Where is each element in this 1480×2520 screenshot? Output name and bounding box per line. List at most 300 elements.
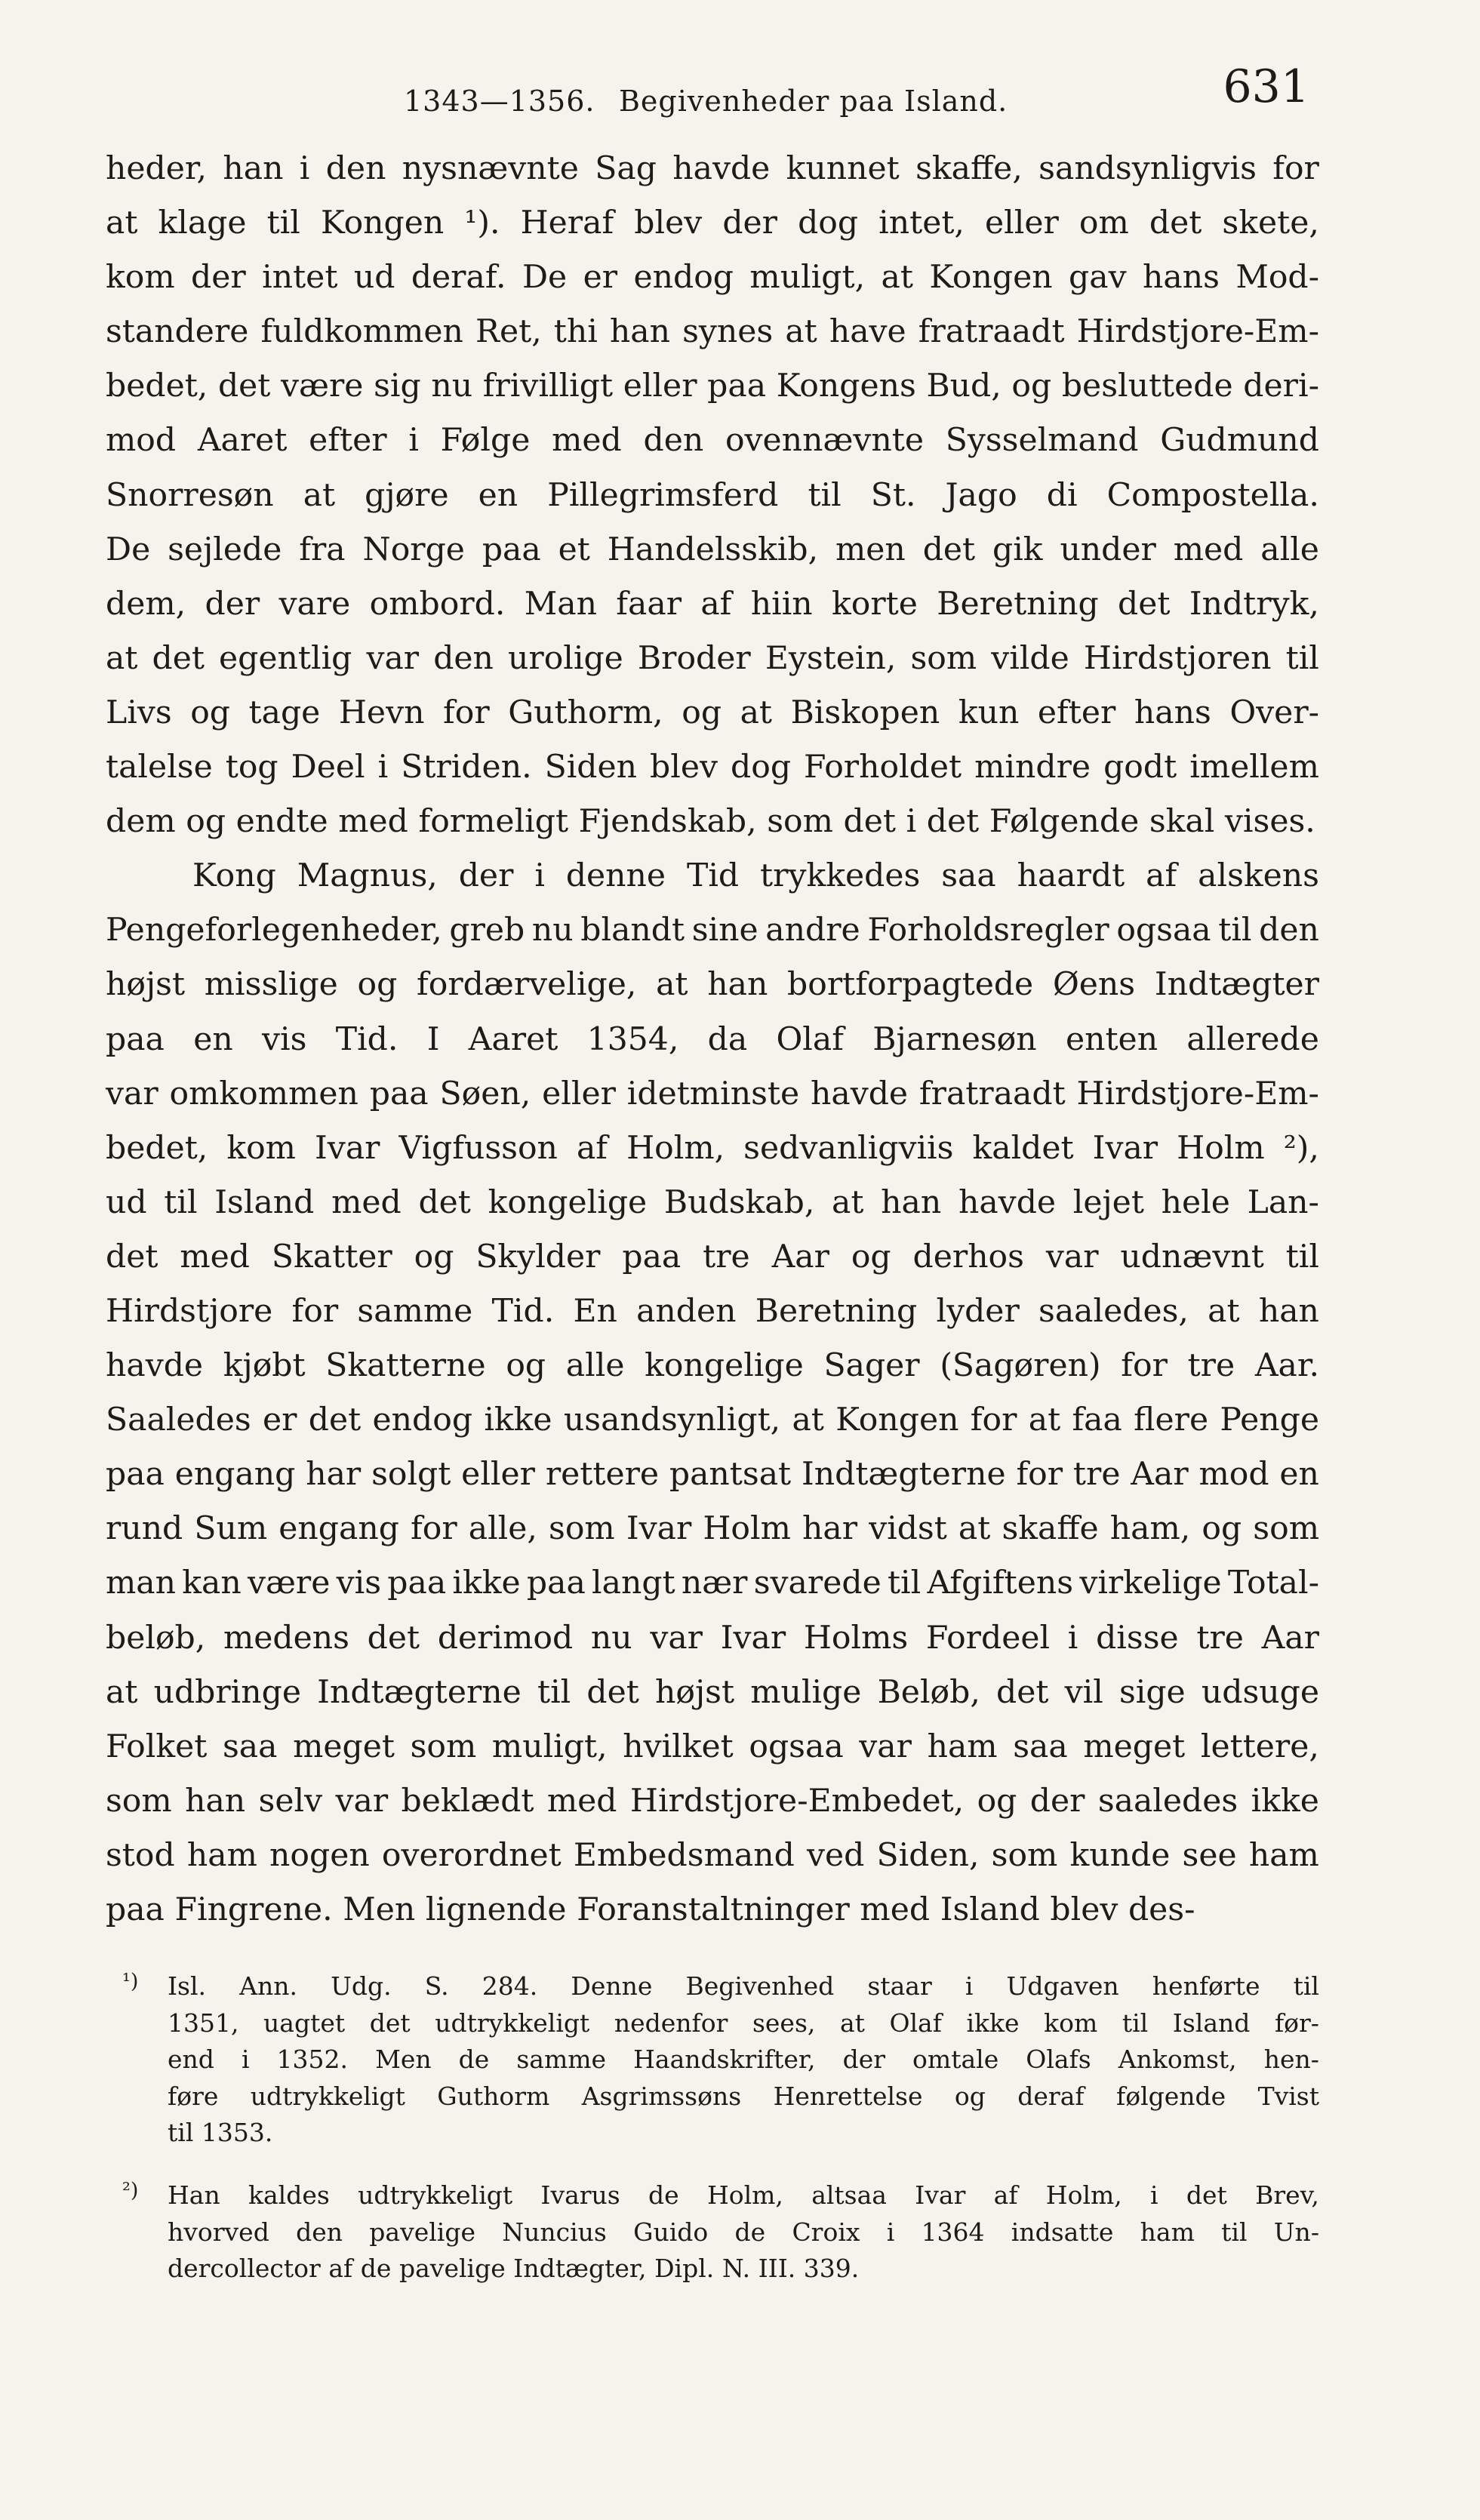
word: eller [542,1075,616,1112]
word: Folket [106,1728,208,1765]
word: ham [186,1836,257,1874]
word: Kongen [929,259,1053,297]
word: egentlig [219,639,352,677]
word: var [106,1075,158,1112]
body-line [106,142,1319,196]
word: det [367,1619,420,1657]
word: saaledes [1097,1782,1238,1820]
footnote-line [168,2177,1319,2214]
word: nysnævnte [402,150,579,187]
word: saa [941,857,996,895]
running-title: Begivenheder paa Island. [619,85,1008,118]
word: med [1173,531,1244,568]
word: Tid [686,857,740,895]
word: omtale [912,2045,999,2075]
word: N. [722,2254,751,2284]
footnotes [106,1968,1319,2288]
body-line [106,1339,1319,1393]
word: at [839,2008,865,2038]
word: fratraadt [918,313,1065,351]
word: at [792,1402,824,1439]
word: vare [278,585,351,623]
word: skaffe, [915,150,1023,187]
word: 1364 [921,2217,985,2247]
word: korte [832,585,918,623]
word: derimod [437,1619,574,1657]
word: som [549,1510,615,1548]
word: alskens [1198,857,1319,895]
word: for [1272,150,1319,187]
word: 1353. [201,2118,273,2148]
word: eller [985,205,1059,242]
word: Holm, [626,1129,725,1167]
word: den [325,150,386,187]
word: allerede [1186,1020,1319,1058]
footnote-mark: ¹) [122,1970,139,1993]
word: var [1045,1238,1099,1275]
word: beløb, [106,1619,206,1657]
word: Eystein, [765,639,897,677]
word: faa [1072,1402,1122,1439]
word: og [851,1238,891,1275]
word: vilde [991,639,1069,677]
word: ogsaa [1116,912,1211,949]
word: tog [225,749,278,786]
word: 339. [803,2254,860,2284]
word: kongelige [645,1347,804,1385]
word: deraf. [411,259,506,297]
word: Holm [1177,1129,1265,1167]
word: Aar [1261,1619,1319,1657]
word: med [338,803,408,841]
word: Beretning [755,1292,918,1330]
word: det [1118,585,1171,623]
word: udtrykkeligt [250,2081,405,2111]
word: der [458,857,514,895]
word: Jago [945,476,1017,514]
word: Ret, [475,313,542,351]
word: Indtægter, [513,2254,647,2284]
word: at [1028,1402,1061,1439]
word: Kong [192,857,276,895]
word: Kongen [835,1402,959,1439]
footnote [106,1968,1319,2152]
word: Croix [792,2217,860,2247]
word: at [740,694,773,731]
word: Men [343,1891,416,1928]
word: sedvanligviis [743,1129,954,1167]
word: skaffe [1002,1510,1099,1548]
word: ham [1140,2217,1195,2247]
word: at [785,313,817,351]
word: formeligt [418,803,569,841]
body-line [106,1774,1319,1829]
word: for [1016,1456,1063,1494]
word: Ann. [239,1971,297,2001]
word: det [217,368,271,405]
word: Penge [1220,1402,1319,1439]
body-line [106,740,1319,795]
word: man [106,1565,177,1602]
word: de [734,2217,766,2247]
word: kun [958,694,1020,731]
word: Asgrimssøns [581,2081,742,2111]
word: kunde [1069,1836,1171,1874]
word: Aaret [468,1020,558,1058]
word: der [722,205,777,242]
word: med [860,1891,931,1928]
word: standere [106,313,249,351]
word: see [1182,1836,1237,1874]
word: være [281,368,364,405]
word: som [910,639,977,677]
word: endog [633,259,734,297]
word: Saaledes [106,1402,251,1439]
word: 1351, [168,2008,239,2038]
word: efter [309,422,387,460]
body-line [106,1611,1319,1666]
word: han [881,1183,942,1221]
word: lejet [1072,1183,1144,1221]
word: ovennævnte [725,422,925,460]
word: som [1253,1510,1319,1548]
word: bedet, [106,368,208,405]
word: kom [106,259,175,297]
word: henførte [1152,1971,1260,2001]
word: (Sagøren) [940,1347,1101,1385]
word: hans [1143,259,1220,297]
word: end [168,2045,214,2075]
word: gjøre [365,476,449,514]
word: har [306,1456,362,1494]
word: til [808,476,842,514]
word: er [583,259,618,297]
word: vil [1064,1673,1103,1711]
word: den [1259,912,1319,949]
word: at [656,966,688,1004]
word: for [291,1292,339,1330]
word: synes [682,313,774,351]
word: ud [353,259,395,297]
word: Holms [803,1619,909,1657]
word: af [1146,857,1177,895]
word: Fingrene. [174,1891,333,1928]
word: denne [565,857,666,895]
word: bedet, [106,1129,208,1167]
word: og [190,694,230,731]
word: ham [927,1728,998,1765]
word: Beretning [937,585,1099,623]
word: Følge [440,422,531,460]
word: Ivar [915,2180,966,2210]
word: Norge [362,531,465,568]
word: det [106,1238,158,1275]
word: i [1067,1619,1078,1657]
word: der [1029,1782,1085,1820]
word: Vigfusson [398,1129,558,1167]
word: Fordeel [925,1619,1051,1657]
word: han [185,1782,246,1820]
word: det [308,1402,362,1439]
word: efter [1037,694,1116,731]
word: beklædt [401,1782,534,1820]
word: alle [1260,531,1319,568]
word: ikke [1251,1782,1319,1820]
body-line [106,1067,1319,1122]
page-number: 631 [1223,60,1309,113]
word: Tid. [491,1292,555,1330]
word: en [1279,1456,1319,1494]
word: skal [1149,803,1215,841]
word: nu [590,1619,632,1657]
word: det [926,803,980,841]
word: at [832,1183,864,1221]
word: sandsynligvis [1038,150,1257,187]
body-line [106,632,1319,686]
word: til [164,1183,198,1221]
running-header [106,54,1381,130]
word: den [296,2217,343,2247]
word: Siden, [876,1836,980,1874]
word: lettere, [1200,1728,1319,1765]
body-line [106,359,1319,414]
word: men [835,531,906,568]
word: Kongens [776,368,916,405]
word: samme [357,1292,473,1330]
word: deraf [1017,2081,1085,2111]
word: haardt [1017,857,1125,895]
word: havde [810,1075,909,1112]
word: Indtægter [1154,966,1319,1004]
word: det [922,531,976,568]
word: Sag [595,150,657,187]
word: Indtægterne [801,1456,1006,1494]
word: fra [299,531,346,568]
word: saa [222,1728,278,1765]
word: det [1186,2180,1227,2210]
body-line [106,1393,1319,1448]
word: de [360,2254,392,2284]
word: Tid. [335,1020,398,1058]
word: Deel [291,749,365,786]
word: Guthorm, [508,694,663,731]
section-range: 1343—1356. [404,85,595,118]
word: dem, [106,585,186,623]
word: Olafs [1026,2045,1091,2075]
word: 1354, [586,1020,679,1058]
word: Fjendskab, [578,803,757,841]
word: den [643,422,704,460]
word: til [1221,2217,1248,2247]
word: han [1258,1292,1319,1330]
word: føre [168,2081,219,2111]
word: Øens [1052,966,1136,1004]
word: mod [106,422,177,460]
word: før- [1274,2008,1319,2038]
word: Afgiftens [927,1565,1074,1602]
word: besluttede [1061,368,1233,405]
word: heder, [106,150,208,187]
word: en [478,476,518,514]
body-line [106,903,1319,958]
word: disse [1096,1619,1179,1657]
word: bortforpagtede [787,966,1034,1004]
word: engang [174,1456,296,1494]
footnote [106,2177,1319,2288]
word: kunnet [786,150,900,187]
word: paa [369,1075,429,1112]
word: anden [636,1292,737,1330]
word: hiin [750,585,813,623]
word: nogen [269,1836,370,1874]
word: frivilligt [482,368,614,405]
word: Brev, [1255,2180,1319,2210]
word: hvilket [623,1728,734,1765]
word: Island [940,1891,1040,1928]
word: paa [106,1020,165,1058]
body-line [106,1666,1319,1720]
word: at [106,639,138,677]
word: paa [482,531,541,568]
word: med [546,1782,617,1820]
word: ikke [484,1402,552,1439]
word: Forholdet [804,749,962,786]
word: til [1285,639,1319,677]
footnote-line [168,2251,1319,2288]
word: III. [758,2254,796,2284]
word: eller [623,368,697,405]
word: flere [1134,1402,1209,1439]
body-line [106,414,1319,468]
word: hans [1134,694,1211,731]
word: i [408,422,419,460]
word: rettere [545,1456,660,1494]
word: det [1149,205,1202,242]
word: at [958,1510,991,1548]
word: nedenfor [614,2008,728,2038]
word: blev [650,749,718,786]
word: for [443,694,490,731]
word: være [247,1565,331,1602]
word: var [366,639,420,677]
word: ham [1248,1836,1319,1874]
word: med [180,1238,250,1275]
word: fuldkommen [260,313,463,351]
word: Bud, [926,368,1002,405]
word: en [193,1020,233,1058]
word: muligt, [749,259,866,297]
word: vis [262,1020,307,1058]
word: kom [226,1129,296,1167]
word: S. [424,1971,449,2001]
word: Pillegrimsferd [547,476,779,514]
word: Pengeforlegenheder, [106,912,442,949]
word: faar [616,585,682,623]
word: Denne [571,1971,653,2001]
word: blev [1050,1891,1118,1928]
word: Haandskrifter, [633,2045,816,2075]
word: at [881,259,913,297]
word: fordærvelige, [417,966,637,1004]
word: Ivar [315,1129,380,1167]
word: altsaa [811,2180,887,2210]
word: engang [278,1510,399,1548]
word: af [328,2254,353,2284]
word: kaldes [248,2180,330,2210]
word: havde [672,150,771,187]
word: des- [1128,1891,1195,1928]
body-line [106,577,1319,632]
word: Broder [637,639,751,677]
word: intet [262,259,338,297]
word: følgende [1116,2081,1226,2111]
word: paa [707,368,767,405]
word: som [410,1728,477,1765]
word: Gudmund [1160,422,1319,460]
word: Forholdsregler [867,912,1109,949]
body-line [106,1883,1319,1937]
body-line [106,251,1319,305]
word: Indtryk, [1189,585,1319,623]
body-line [106,795,1319,849]
word: vidst [869,1510,947,1548]
word: Compostella. [1106,476,1319,514]
word: have [829,313,906,351]
word: da [707,1020,748,1058]
word: Hirdstjore-Em- [1076,1075,1319,1112]
word: kaldet [972,1129,1074,1167]
word: Total- [1227,1565,1319,1602]
word: om [1078,205,1129,242]
word: var [859,1728,912,1765]
word: Kongen [320,205,445,242]
word: uagtet [263,2008,346,2038]
word: De [522,259,568,297]
word: imellem [1189,749,1319,786]
word: han [707,966,768,1004]
word: Men [375,2045,432,2075]
word: Guthorm [437,2081,550,2111]
word: udtrykkeligt [358,2180,513,2210]
word: det [843,803,896,841]
word: thi [553,313,598,351]
word: sejlede [168,531,282,568]
word: og [977,1782,1017,1820]
word: i [1150,2180,1158,2210]
word: var [335,1782,389,1820]
word: Holm [703,1510,791,1548]
word: Skatter [271,1238,392,1275]
word: muligt, [491,1728,608,1765]
word: i [965,1971,974,2001]
word: som [106,1782,172,1820]
word: mindre [974,749,1091,786]
word: paa [526,1565,586,1602]
word: og [1202,1510,1242,1548]
word: Siden [544,749,638,786]
word: 284. [482,1971,538,2001]
word: at [303,476,336,514]
word: Hirdstjoren [1083,639,1272,677]
word: Søen, [439,1075,531,1112]
word: Snorresøn [106,476,274,514]
word: Ankomst, [1118,2045,1237,2075]
word: Biskopen [790,694,940,731]
word: det [586,1673,639,1711]
word: Heraf [520,205,614,242]
word: Han [168,2180,220,2210]
word: sine [691,912,758,949]
